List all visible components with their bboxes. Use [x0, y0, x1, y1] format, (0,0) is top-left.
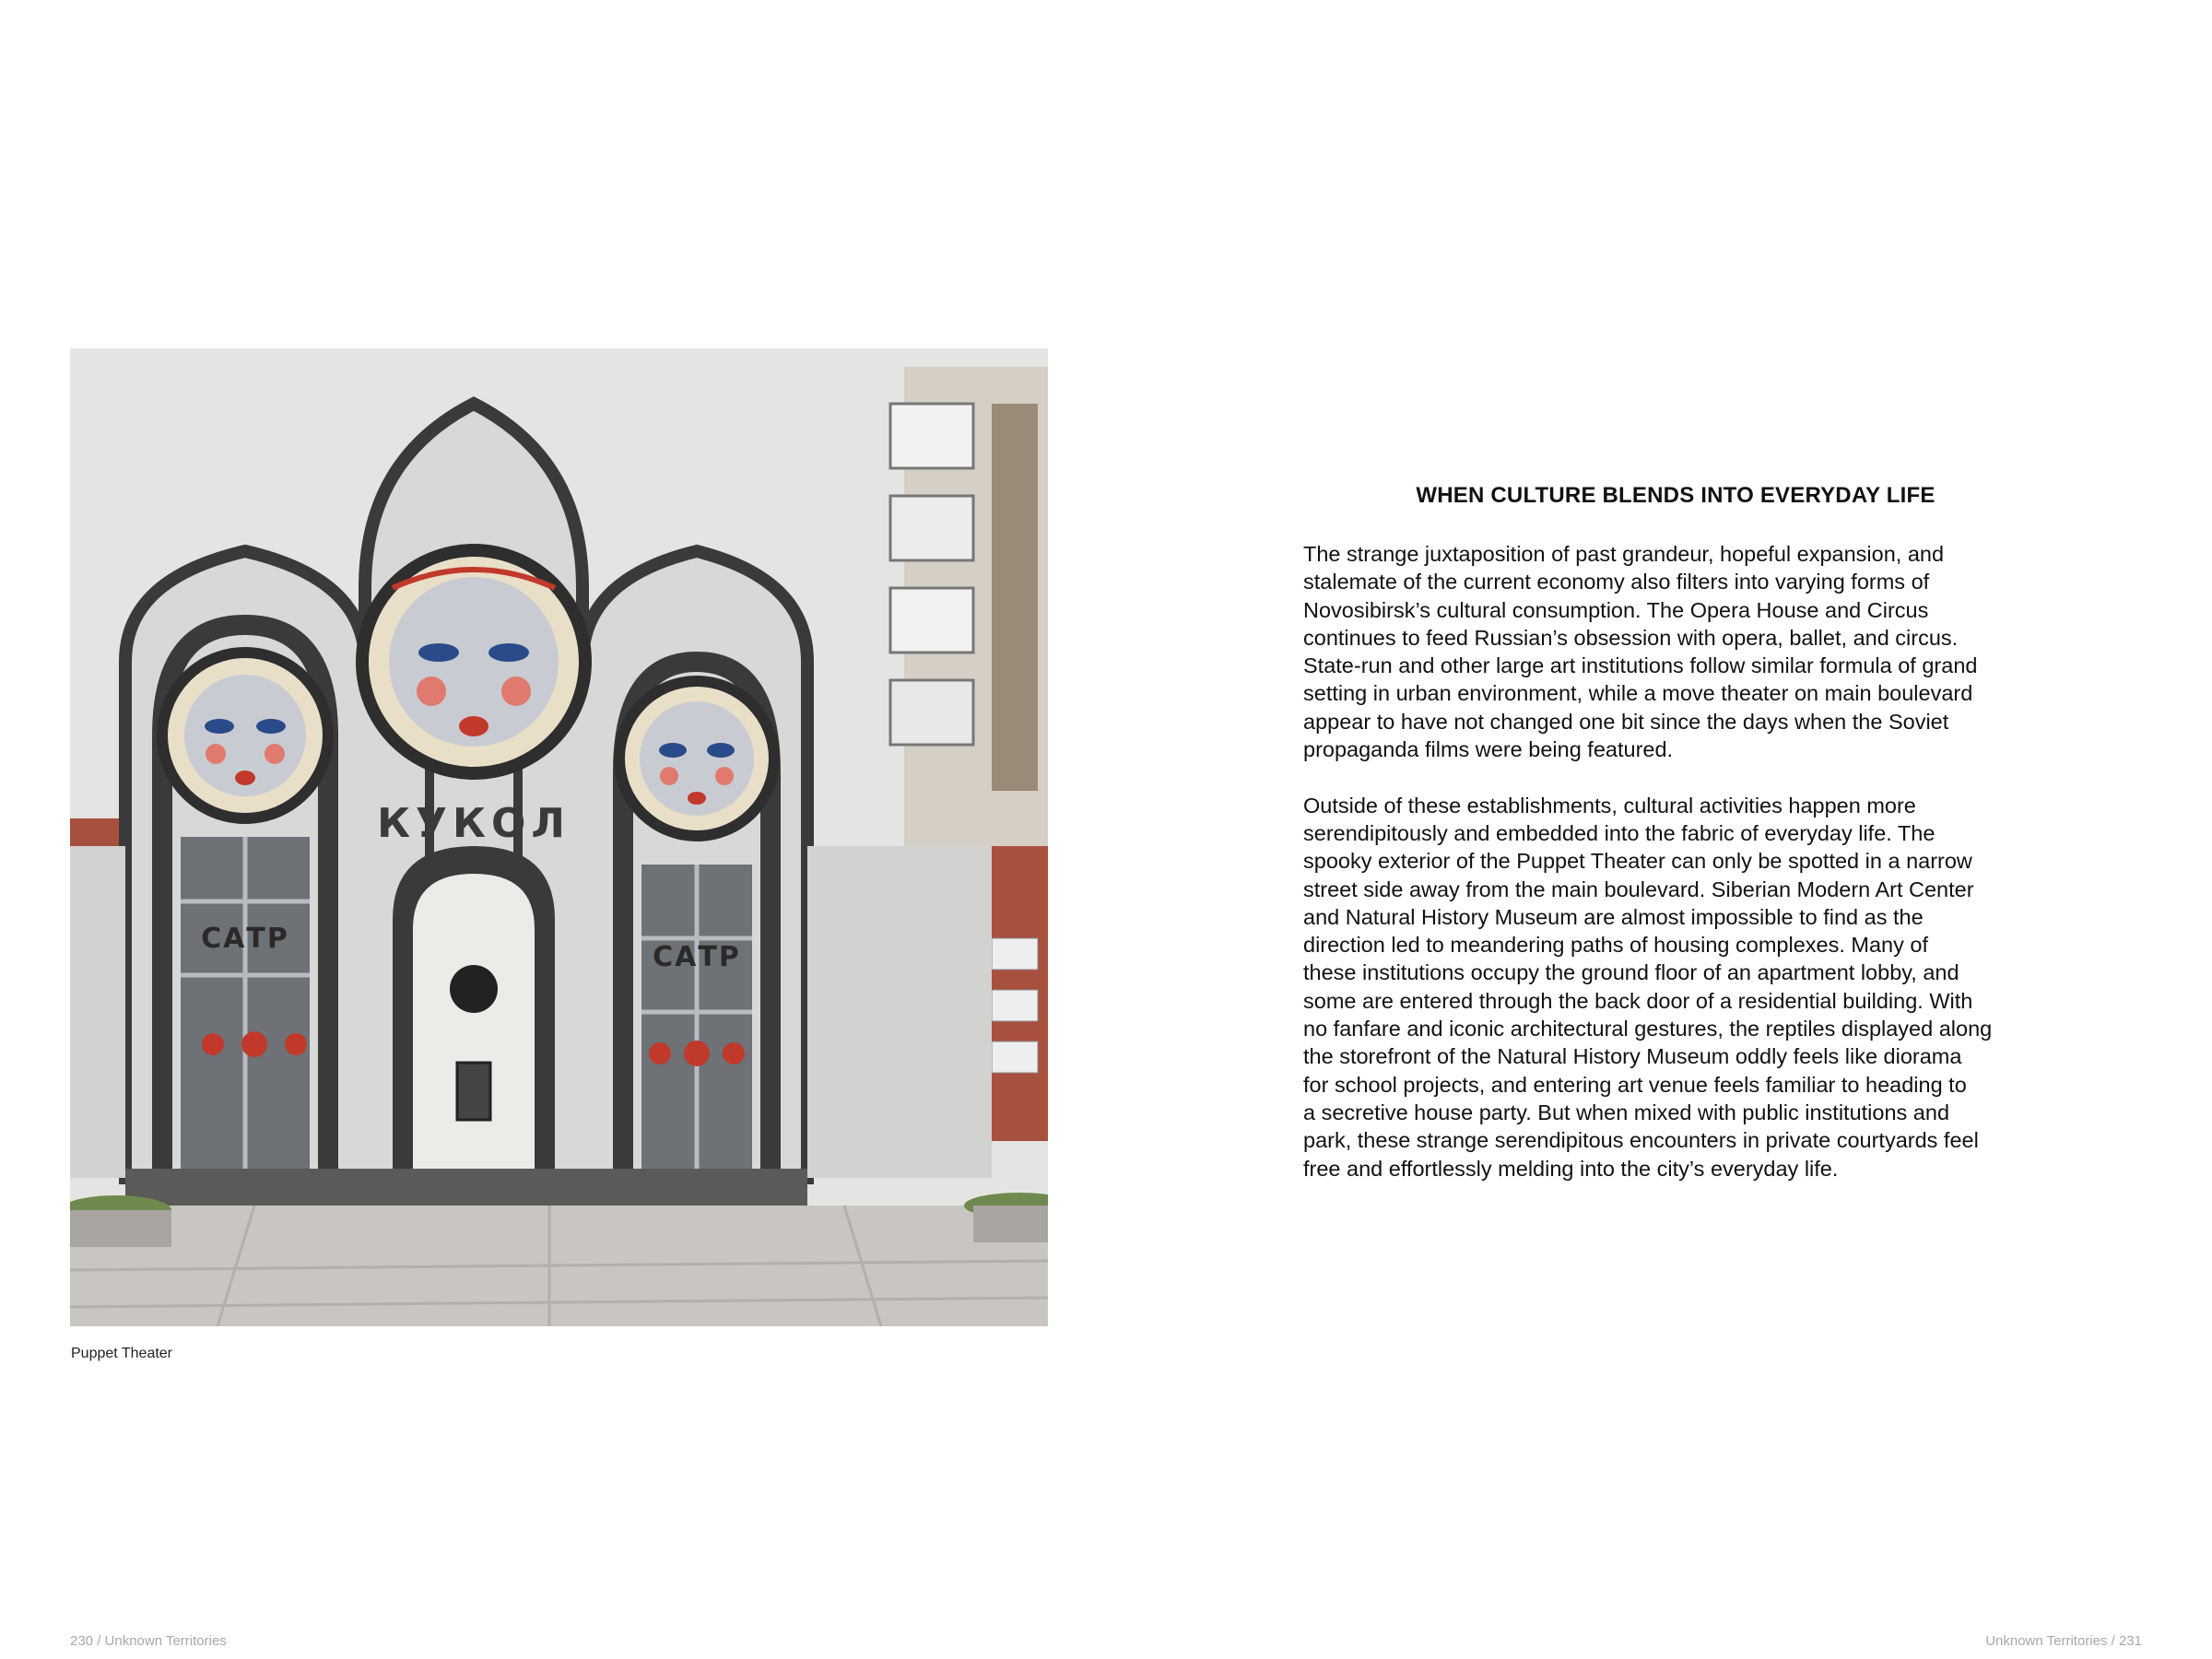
paragraph-1 [1303, 540, 2068, 763]
text-line: a secretive house party. But when mixed with public institutions and [1303, 1100, 1950, 1124]
facade-sign: КУКОЛ [377, 800, 571, 847]
puppet-theater-photo [70, 348, 1048, 1326]
text-line: free and effortlessly melding into the city’s everyday life. [1303, 1156, 1839, 1181]
text-line: The strange juxtaposition of past grandeur, hopeful expansion, and [1303, 542, 1945, 566]
text-line: Novosibirsk’s cultural consumption. The Opera House and Circus [1303, 597, 1929, 622]
page-folio-right: Unknown Territories / 231 [1985, 1633, 2142, 1649]
text-line: some are entered through the back door of a residential building. With [1303, 988, 1973, 1013]
text-line: no fanfare and iconic architectural gestures, the reptiles displayed along [1303, 1017, 1993, 1041]
text-line: setting in urban environment, while a move theater on main boulevard [1303, 681, 1973, 706]
text-line: propaganda films were being featured. [1303, 737, 1674, 762]
face-medallion-left [157, 647, 334, 824]
text-line: these institutions occupy the ground floor of an apartment lobby, and [1303, 960, 1959, 985]
text-line: for school projects, and entering art venue feels familiar to heading to [1303, 1072, 1967, 1097]
photo-caption: Puppet Theater [71, 1346, 173, 1361]
face-medallion-center [356, 544, 592, 780]
text-line: stalemate of the current economy also filters into varying forms of [1303, 570, 1930, 594]
text-line: and Natural History Museum are almost impossible to find as the [1303, 904, 1924, 929]
article-body [1303, 540, 2068, 1210]
text-line: Outside of these establishments, cultural activities happen more [1303, 793, 1916, 818]
window-sign-right: САТР [653, 941, 741, 973]
article-heading: WHEN CULTURE BLENDS INTO EVERYDAY LIFE [1416, 483, 1936, 508]
paragraph-2 [1303, 792, 2068, 1182]
text-line: continues to feed Russian’s obsession with opera, ballet, and circus. [1303, 625, 1959, 650]
face-medallion-right [614, 676, 780, 841]
text-line: direction led to meandering paths of housing complexes. Many of [1303, 933, 1928, 958]
text-line: serendipitously and embedded into the fabric of everyday life. The [1303, 820, 1936, 845]
text-line: the storefront of the Natural History Museum oddly feels like diorama [1303, 1044, 1962, 1069]
text-line: spooky exterior of the Puppet Theater can only be spotted in a narrow [1303, 849, 1972, 874]
text-line: park, these strange serendipitous encounters in private courtyards feel [1303, 1128, 1979, 1153]
text-line: appear to have not changed one bit since the days when the Soviet [1303, 709, 1949, 734]
text-line: State-run and other large art institutions follow similar formula of grand [1303, 653, 1978, 678]
puppet-theater-illustration [70, 348, 1048, 1326]
page-folio-left: 230 / Unknown Territories [70, 1633, 227, 1649]
window-sign-left: САТР [201, 923, 289, 955]
text-line: street side away from the main boulevard. Siberian Modern Art Center [1303, 877, 1974, 901]
